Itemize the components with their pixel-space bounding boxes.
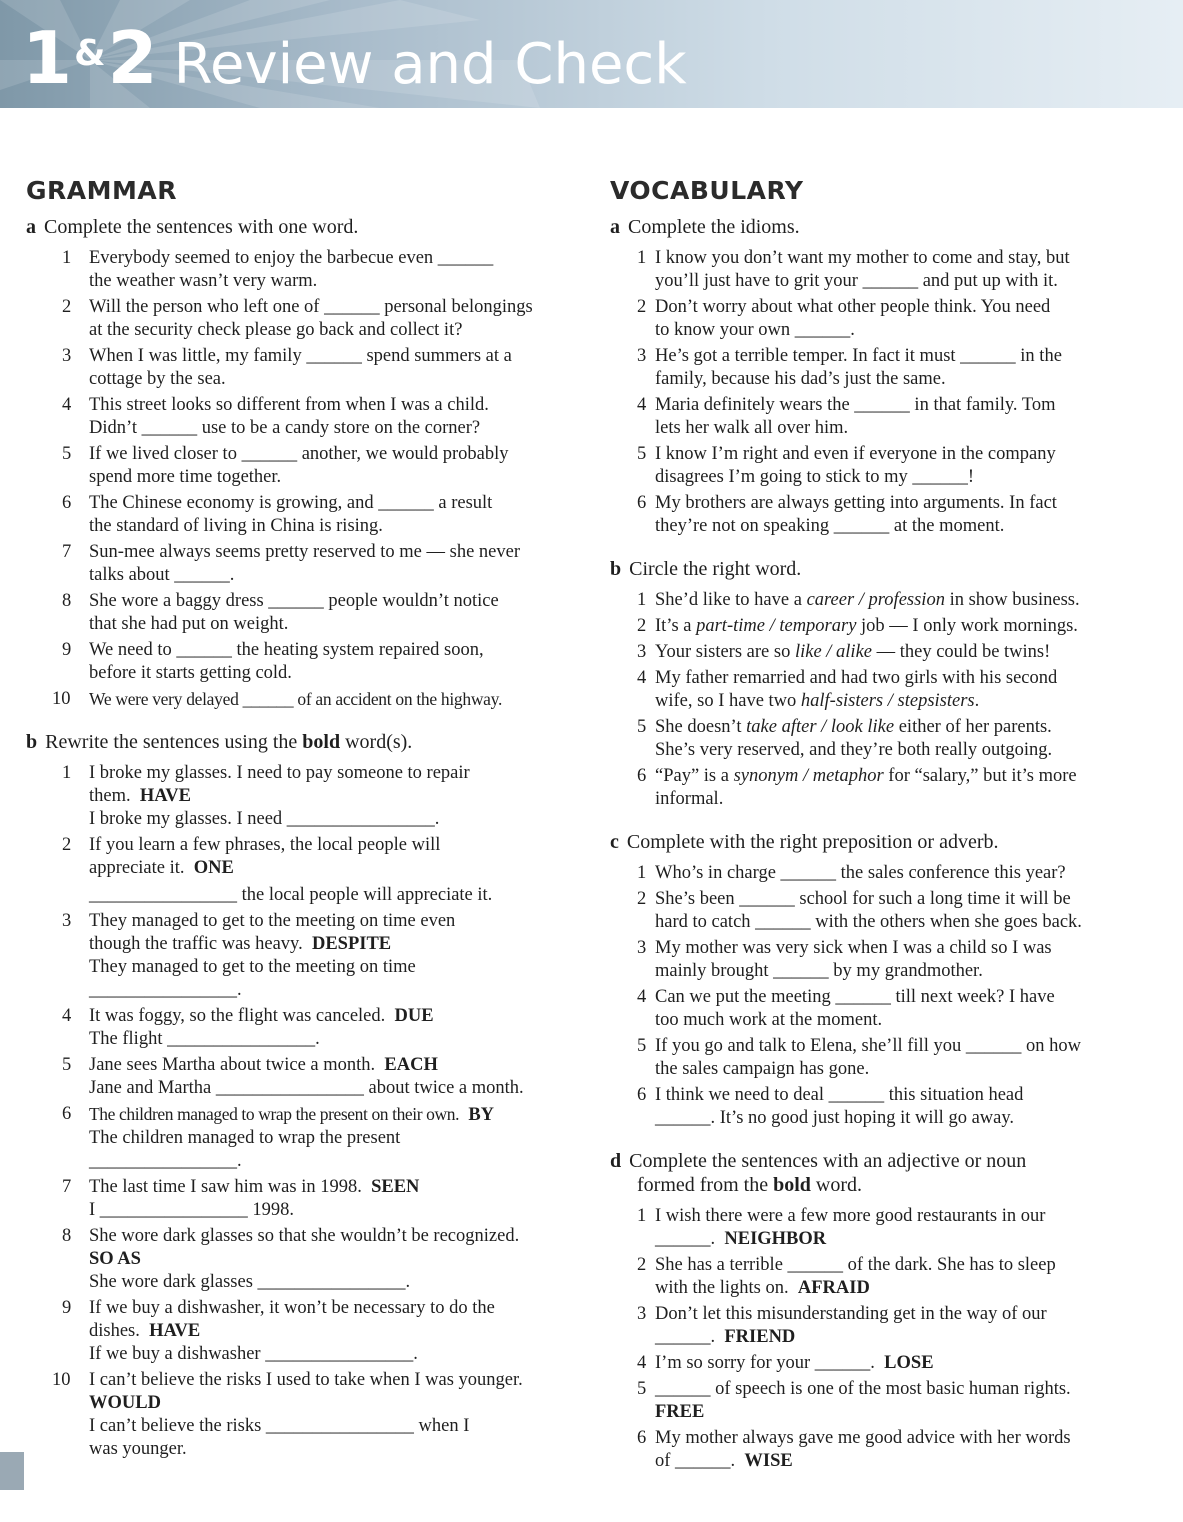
list-item: 4 Can we put the meeting ______ till next week? I have too much work at the moment. (637, 987, 1055, 1030)
keyword: FREE (655, 1402, 705, 1422)
word-choice: synonym / metaphor (733, 766, 884, 786)
section-letter: b (610, 558, 622, 580)
list-item: 10 I can’t believe the risks I used to take when I was younger. WOULD I can’t believe the risks ________________ when I was younger. (52, 1370, 523, 1459)
list-item: 1 Everybody seemed to enjoy the barbecue even ______ the weather wasn’t very warm. (62, 248, 494, 291)
list-item: 5 I know I’m right and even if everyone in the company disagrees I’m going to stick to my ______! (637, 444, 1056, 487)
keyword: SEEN (371, 1177, 420, 1197)
list-item: 2 It’s a part-time / temporary job — I only work mornings. (637, 616, 1078, 636)
list-item: 1 I know you don’t want my mother to come and stay, but you’ll just have to grit your ______ and put up with it. (637, 248, 1070, 291)
vocabulary-heading: VOCABULARY (610, 176, 804, 205)
keyword: BY (468, 1105, 495, 1125)
keyword: DESPITE (311, 934, 392, 954)
word-choice: half-sisters / stepsisters (800, 691, 975, 711)
list-item: 3 Your sisters are so like / alike — they could be twins! (637, 642, 1051, 662)
section-letter: a (610, 216, 620, 238)
list-item: 1 Who’s in charge ______ the sales conference this year? (637, 863, 1066, 883)
grammar-column (26, 176, 586, 1464)
list-item: 3 My mother was very sick when I was a child so I was mainly brought ______ by my grandmother. (637, 938, 1052, 981)
title-text: Review and Check (173, 32, 687, 97)
list-item: 3 Don’t let this misunderstanding get in the way of our ______. FRIEND (637, 1304, 1047, 1347)
word-choice: career / profession (806, 590, 945, 610)
grammar-a-list (26, 247, 586, 711)
list-item: 4 My father remarried and had two girls with his second wife, so I have two half-sisters / stepsisters. (637, 668, 1058, 711)
list-item: 7 Sun-mee always seems pretty reserved to me — she never talks about ______. (62, 542, 521, 585)
list-item: 2 Don’t worry about what other people think. You need to know your own ______. (637, 297, 1051, 340)
vocab-b-list (610, 589, 1140, 811)
list-item: 6 The children managed to wrap the present on their own. BY The children managed to wrap the present ________________. (62, 1104, 495, 1171)
list-item: 2 Will the person who left one of ______ personal belongings at the security check please go back and collect it? (62, 297, 533, 340)
list-item: 5 Jane sees Martha about twice a month. EACH Jane and Martha ________________ about twice a month. (62, 1055, 524, 1098)
section-letter: a (26, 216, 36, 238)
section-letter: c (610, 831, 619, 853)
list-item: 5 ______ of speech is one of the most basic human rights. FREE (637, 1379, 1071, 1422)
list-item: 5 She doesn’t take after / look like either of her parents. She’s very reserved, and they’re both really outgoing. (637, 717, 1053, 760)
keyword: HAVE (149, 1321, 201, 1341)
list-item: 5 If you go and talk to Elena, she’ll fill you ______ on how the sales campaign has gone. (637, 1036, 1081, 1079)
keyword: EACH (384, 1055, 438, 1075)
keyword: WOULD (89, 1393, 161, 1413)
list-item: 1 I broke my glasses. I need to pay someone to repair them. HAVE I broke my glasses. I need ________________. (62, 763, 470, 829)
list-item: 6 I think we need to deal ______ this situation head ______. It’s no good just hoping it will go away. (637, 1085, 1024, 1128)
list-item: 3 They managed to get to the meeting on time even though the traffic was heavy. DESPITE They managed to get to the meeting on time ________________. (62, 911, 456, 1000)
header-banner (0, 0, 1183, 108)
grammar-b-instruction: b Rewrite the sentences using the bold word(s). (26, 731, 413, 753)
list-item: 8 She wore dark glasses so that she wouldn’t be recognized. SO AS She wore dark glasses ________________. (62, 1226, 520, 1292)
keyword: AFRAID (797, 1278, 870, 1298)
keyword: SO AS (89, 1249, 141, 1269)
list-item: 9 If we buy a dishwasher, it won’t be necessary to do the dishes. HAVE If we buy a dishwasher ________________. (62, 1298, 495, 1364)
list-item: 6 The Chinese economy is growing, and ______ a result the standard of living in China is rising. (62, 493, 493, 536)
keyword: FRIEND (724, 1327, 796, 1347)
instruction-text: Complete the sentences with one word. (44, 216, 359, 238)
list-item: 4 It was foggy, so the flight was canceled. DUE The flight ________________. (62, 1006, 434, 1049)
list-item: 2 If you learn a few phrases, the local people will appreciate it. ONE ________________ the local people will appreciate it. (62, 835, 493, 905)
list-item: 1 She’d like to have a career / profession in show business. (637, 590, 1080, 610)
word-choice: part-time / temporary (696, 616, 857, 636)
vocab-d-list (610, 1205, 1140, 1473)
word-choice: take after / look like (746, 717, 895, 737)
keyword: DUE (394, 1006, 434, 1026)
unit-number-2: 2 (107, 16, 158, 100)
vocab-d-instruction: d Complete the sentences with an adjective or noun formed from the bold word. (610, 1150, 1027, 1196)
ampersand: & (74, 33, 106, 74)
grammar-heading: GRAMMAR (26, 176, 177, 205)
keyword: ONE (193, 858, 234, 878)
page-title (22, 14, 687, 105)
list-item: 5 If we lived closer to ______ another, we would probably spend more time together. (62, 444, 509, 487)
grammar-b-list (26, 762, 586, 1461)
vocab-a-instruction: a Complete the idioms. (610, 216, 800, 238)
keyword: NEIGHBOR (724, 1229, 827, 1249)
list-item: 1 I wish there were a few more good restaurants in our ______. NEIGHBOR (637, 1206, 1046, 1249)
list-item: 3 When I was little, my family ______ spend summers at a cottage by the sea. (62, 346, 512, 389)
list-item: 6 My brothers are always getting into arguments. In fact they’re not on speaking ______ at the moment. (637, 493, 1057, 536)
list-item: 9 We need to ______ the heating system repaired soon, before it starts getting cold. (62, 640, 484, 683)
vocab-c-instruction: c Complete with the right preposition or adverb. (610, 831, 999, 853)
list-item: 6 My mother always gave me good advice with her words of ______. WISE (637, 1428, 1071, 1471)
list-item: 6 “Pay” is a synonym / metaphor for “salary,” but it’s more informal. (637, 766, 1077, 809)
section-letter: d (610, 1150, 622, 1172)
unit-number-1: 1 (22, 16, 73, 100)
vocab-b-instruction: b Circle the right word. (610, 558, 802, 580)
vocab-c-list (610, 862, 1140, 1130)
list-item: 10 We were very delayed ______ of an accident on the highway. (52, 689, 503, 709)
section-letter: b (26, 731, 38, 753)
list-item: 8 She wore a baggy dress ______ people wouldn’t notice that she had put on weight. (62, 591, 499, 634)
vocab-a-list (610, 247, 1140, 538)
list-item: 4 Maria definitely wears the ______ in that family. Tom lets her walk all over him. (637, 395, 1056, 438)
list-item: 2 She’s been ______ school for such a long time it will be hard to catch ______ with the others when she goes back. (637, 889, 1082, 932)
list-item: 7 The last time I saw him was in 1998. SEEN I ________________ 1998. (62, 1177, 420, 1220)
keyword: HAVE (139, 786, 191, 806)
keyword: WISE (744, 1451, 793, 1471)
page-edge-tab (0, 1452, 24, 1490)
grammar-a-instruction (26, 215, 586, 239)
list-item: 4 This street looks so different from when I was a child. Didn’t ______ use to be a candy store on the corner? (62, 395, 489, 438)
vocabulary-column (610, 176, 1140, 1476)
keyword: LOSE (884, 1353, 934, 1373)
word-choice: like / alike (794, 642, 872, 662)
list-item: 2 She has a terrible ______ of the dark. She has to sleep with the lights on. AFRAID (637, 1255, 1056, 1298)
list-item: 3 He’s got a terrible temper. In fact it must ______ in the family, because his dad’s just the same. (637, 346, 1062, 389)
list-item: 4 I’m so sorry for your ______. LOSE (637, 1353, 934, 1373)
